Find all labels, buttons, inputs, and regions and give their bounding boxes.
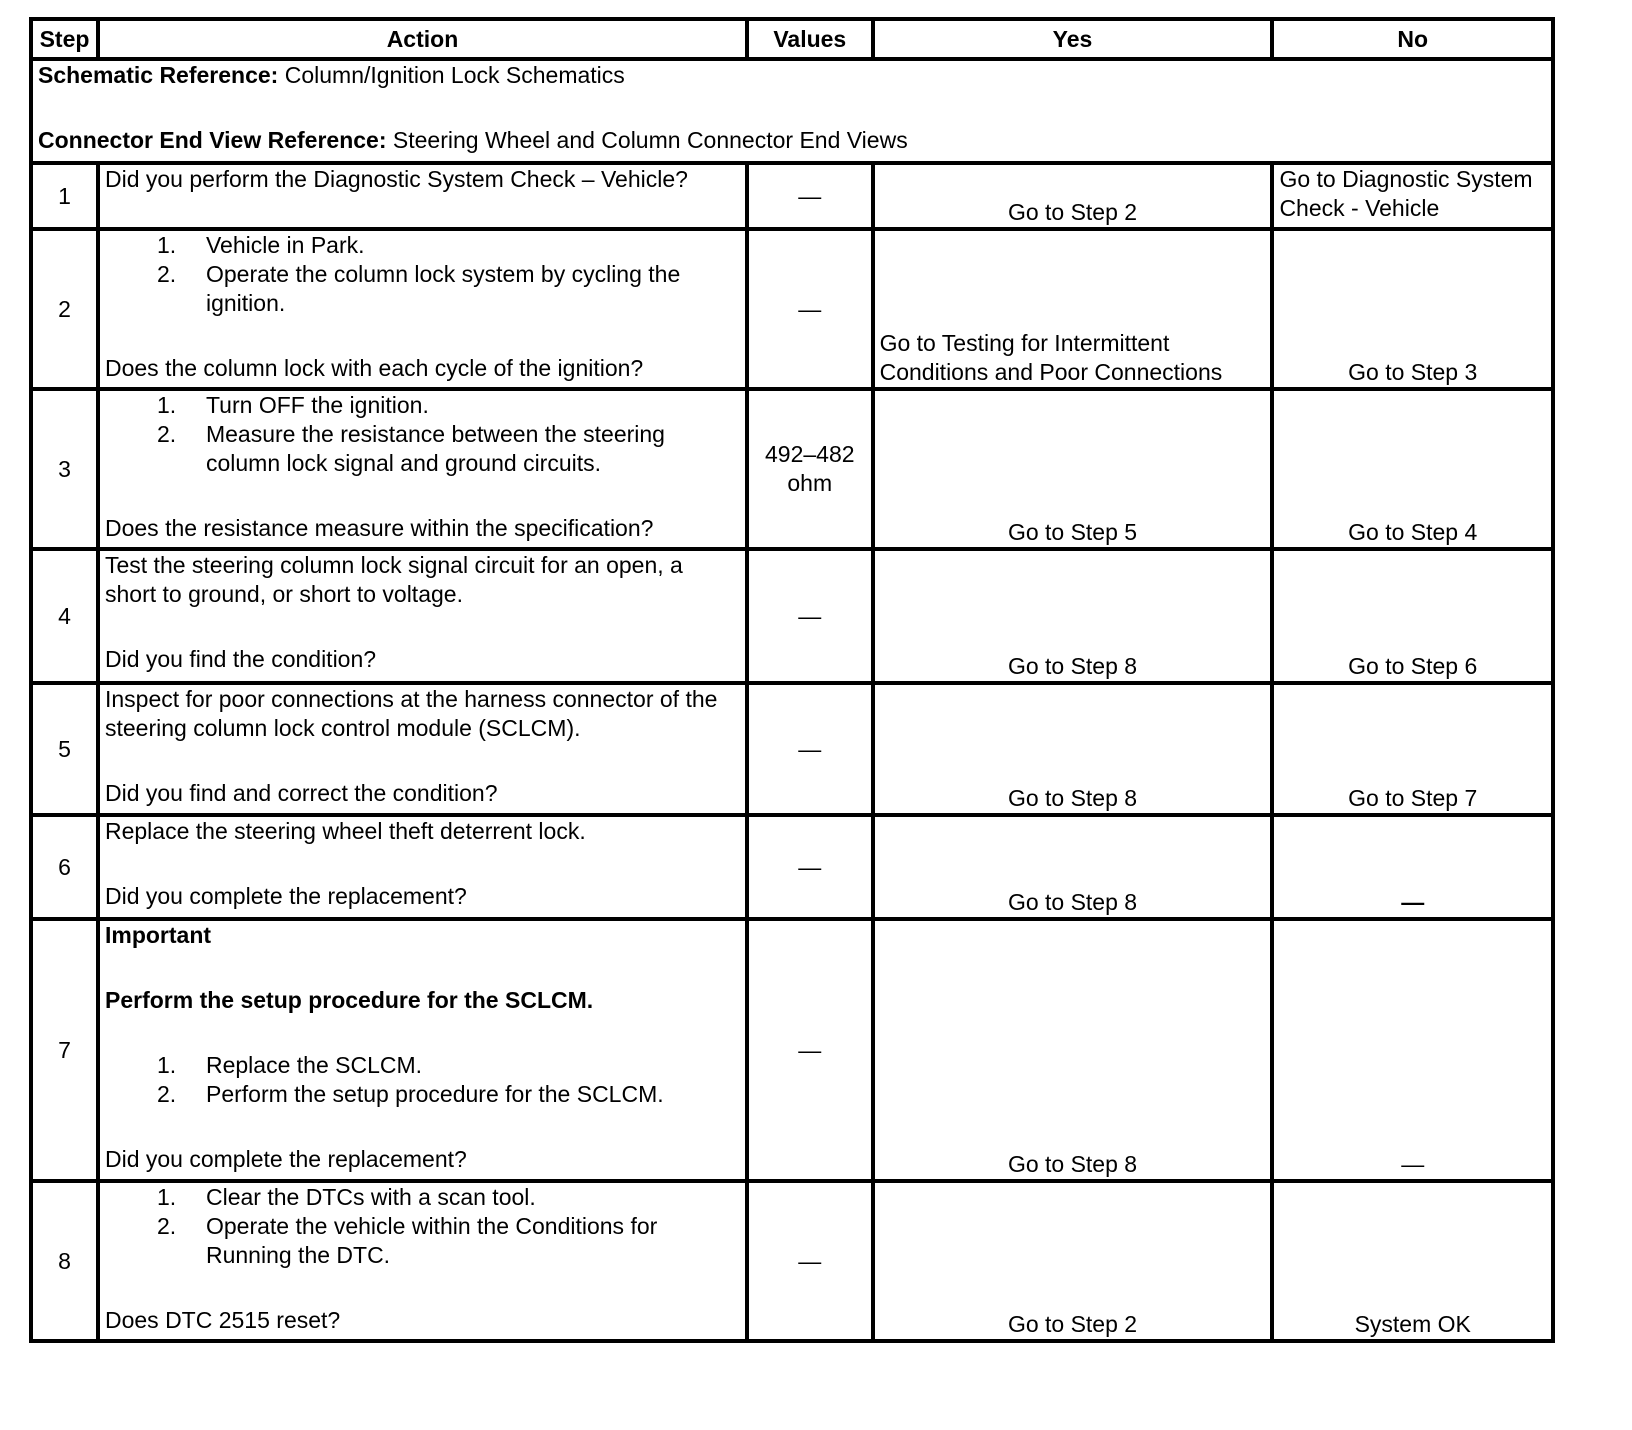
values-cell: — <box>747 549 873 683</box>
action-question: Does DTC 2515 reset? <box>104 1307 341 1333</box>
table-row <box>31 163 1553 229</box>
list-text: Operate the column lock system by cycling the ignition. <box>205 261 681 316</box>
step-number: 3 <box>31 389 98 549</box>
action-question: Did you find the condition? <box>104 646 377 672</box>
header-step: Step <box>31 19 98 59</box>
step-number: 5 <box>31 683 98 815</box>
header-row <box>31 19 1553 59</box>
values-cell: — <box>747 163 873 229</box>
connector-reference-link[interactable]: Steering Wheel and Column Connector End Views <box>392 127 908 153</box>
no-result: System OK <box>1272 1181 1553 1341</box>
table-row <box>31 1181 1553 1341</box>
table-row <box>31 919 1553 1181</box>
action-list <box>105 1183 740 1270</box>
list-text: Clear the DTCs with a scan tool. <box>205 1184 536 1210</box>
list-item <box>105 391 740 420</box>
action-list <box>105 391 740 478</box>
list-item <box>105 1051 740 1080</box>
connector-reference <box>38 126 1546 155</box>
table-row <box>31 389 1553 549</box>
no-link: — <box>1272 815 1553 919</box>
action-cell <box>98 229 747 389</box>
yes-link[interactable]: Go to Testing for Intermittent Conditions and Poor Connections <box>873 229 1273 389</box>
header-yes: Yes <box>873 19 1273 59</box>
values-cell: 492–482 ohm <box>747 389 873 549</box>
yes-link[interactable]: Go to Step 5 <box>873 389 1273 549</box>
schematic-reference-label: Schematic Reference: <box>38 62 279 88</box>
action-text: Replace the steering wheel theft deterrent lock. <box>104 818 586 844</box>
no-link[interactable]: Go to Step 6 <box>1272 549 1553 683</box>
action-cell <box>98 389 747 549</box>
reference-row <box>31 59 1553 163</box>
action-question: Does the column lock with each cycle of the ignition? <box>104 355 644 381</box>
values-cell: — <box>747 919 873 1181</box>
action-question: Does the resistance measure within the specification? <box>104 515 654 541</box>
action-cell <box>98 549 747 683</box>
list-text: Turn OFF the ignition. <box>205 392 429 418</box>
action-question: Did you complete the replacement? <box>104 1146 467 1172</box>
action-cell <box>98 1181 747 1341</box>
header-action: Action <box>98 19 747 59</box>
table-row <box>31 549 1553 683</box>
action-list <box>105 231 740 318</box>
list-item <box>105 231 740 260</box>
list-number: 1. <box>156 392 177 418</box>
important-label: Important <box>104 922 212 948</box>
yes-link[interactable]: Go to Step 2 <box>873 1181 1273 1341</box>
action-cell <box>98 163 747 229</box>
list-number: 2. <box>156 261 177 287</box>
yes-link[interactable]: Go to Step 8 <box>873 815 1273 919</box>
list-item <box>105 420 740 478</box>
action-cell <box>98 683 747 815</box>
reference-cell <box>31 59 1553 163</box>
step-number: 4 <box>31 549 98 683</box>
action-text: Test the steering column lock signal circuit for an open, a short to ground, or short to voltage. <box>104 552 683 607</box>
yes-link[interactable]: Go to Step 8 <box>873 683 1273 815</box>
diagnostic-table <box>29 17 1555 1343</box>
no-link[interactable]: Go to Step 4 <box>1272 389 1553 549</box>
values-cell: — <box>747 1181 873 1341</box>
header-values: Values <box>747 19 873 59</box>
list-number: 1. <box>156 1052 177 1078</box>
action-list <box>105 1051 740 1109</box>
schematic-reference <box>38 61 1546 90</box>
step-number: 2 <box>31 229 98 389</box>
list-number: 2. <box>156 1213 177 1239</box>
step-number: 8 <box>31 1181 98 1341</box>
list-text: Operate the vehicle within the Conditions for Running the DTC. <box>205 1213 658 1268</box>
connector-reference-label: Connector End View Reference: <box>38 127 387 153</box>
yes-link[interactable]: Go to Step 2 <box>873 163 1273 229</box>
table-row <box>31 683 1553 815</box>
list-number: 1. <box>156 232 177 258</box>
list-number: 1. <box>156 1184 177 1210</box>
table-row <box>31 229 1553 389</box>
yes-link[interactable]: Go to Step 8 <box>873 549 1273 683</box>
table-row <box>31 815 1553 919</box>
action-text: Did you perform the Diagnostic System Check – Vehicle? <box>104 166 688 192</box>
step-number: 1 <box>31 163 98 229</box>
important-text: Perform the setup procedure for the SCLCM. <box>104 987 594 1013</box>
list-text: Measure the resistance between the steering column lock signal and ground circuits. <box>205 421 665 476</box>
list-number: 2. <box>156 421 177 447</box>
step-number: 6 <box>31 815 98 919</box>
list-text: Vehicle in Park. <box>205 232 365 258</box>
header-no: No <box>1272 19 1553 59</box>
list-text: Perform the setup procedure for the SCLCM. <box>205 1081 664 1107</box>
no-link[interactable]: Go to Step 3 <box>1272 229 1553 389</box>
list-text: Replace the SCLCM. <box>205 1052 423 1078</box>
action-text: Inspect for poor connections at the harness connector of the steering column lock control module (SCLCM). <box>104 686 718 741</box>
list-number: 2. <box>156 1081 177 1107</box>
step-number: 7 <box>31 919 98 1181</box>
no-link[interactable]: Go to Diagnostic System Check - Vehicle <box>1272 163 1553 229</box>
action-question: Did you complete the replacement? <box>104 883 467 909</box>
no-link[interactable]: Go to Step 7 <box>1272 683 1553 815</box>
values-cell: — <box>747 815 873 919</box>
list-item <box>105 260 740 318</box>
values-cell: — <box>747 229 873 389</box>
values-cell: — <box>747 683 873 815</box>
action-cell <box>98 919 747 1181</box>
list-item <box>105 1080 740 1109</box>
action-cell <box>98 815 747 919</box>
yes-link[interactable]: Go to Step 8 <box>873 919 1273 1181</box>
list-item <box>105 1212 740 1270</box>
list-item <box>105 1183 740 1212</box>
schematic-reference-link[interactable]: Column/Ignition Lock Schematics <box>284 62 625 88</box>
no-link: — <box>1272 919 1553 1181</box>
action-question: Did you find and correct the condition? <box>104 780 498 806</box>
